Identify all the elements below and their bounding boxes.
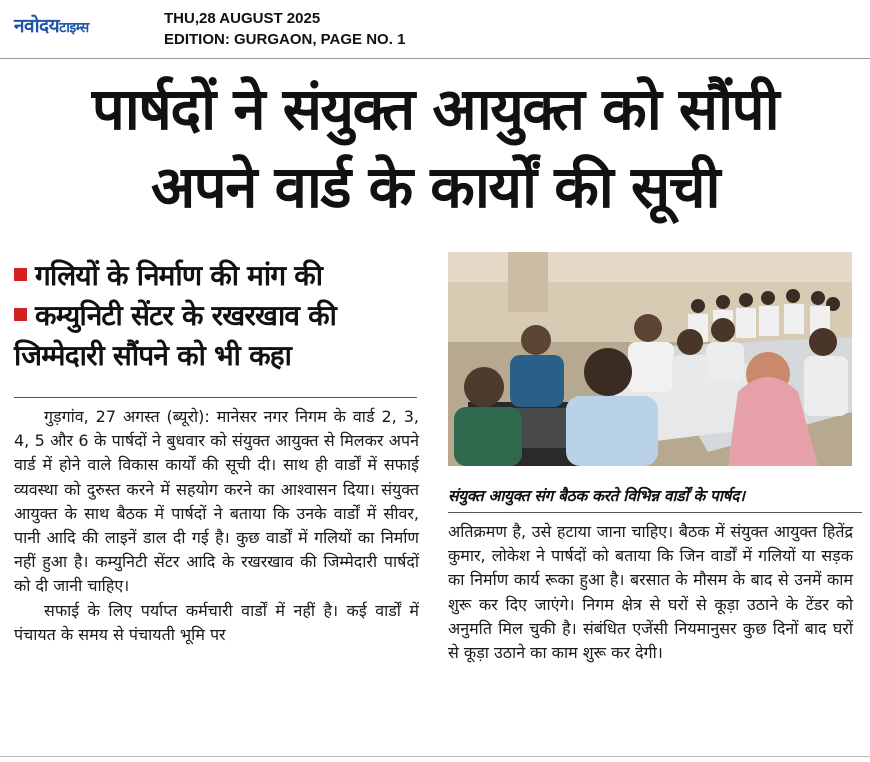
publication-date: THU,28 AUGUST 2025 [164, 10, 321, 27]
headline-line-1: पार्षदों ने संयुक्त आयुक्त को सौंपी [91, 75, 779, 143]
bullets-divider [14, 397, 417, 398]
headline-line-2: अपने वार्ड के कार्यों की सूची [150, 153, 720, 221]
logo-sub-text: टाइम्स [59, 20, 89, 36]
bullet-item [14, 256, 424, 296]
photo-caption: संयुक्त आयुक्त संग बैठक करते विभिन्न वार्डों के पार्षद। [448, 487, 745, 505]
bullet-text: गलियों के निर्माण की मांग की [35, 259, 323, 292]
bullet-item [14, 296, 424, 336]
headline [0, 70, 870, 226]
article-column-left [14, 405, 419, 647]
red-square-bullet-icon [14, 308, 27, 321]
meeting-photo-illustration [448, 252, 852, 466]
bullet-text: जिम्मेदारी सौंपने को भी कहा [14, 339, 292, 372]
page-bottom-divider [0, 756, 870, 757]
masthead-divider [0, 58, 870, 59]
logo-main-text: नवोदय [14, 15, 60, 37]
caption-divider [448, 512, 862, 513]
article-paragraph: सफाई के लिए पर्याप्त कर्मचारी वार्डों में नहीं है। कई वार्डों में पंचायत के समय से पंचायती भूमि पर [14, 600, 419, 644]
masthead [0, 0, 870, 58]
meeting-photo [448, 252, 852, 466]
newspaper-logo [14, 12, 89, 38]
red-square-bullet-icon [14, 268, 27, 281]
article-paragraph: अतिक्रमण है, उसे हटाया जाना चाहिए। बैठक में संयुक्त आयुक्त हितेंद्र कुमार, लोकेश ने पार्षदों को बताया कि जिन वार्डों में गलियों या सड़क का निर्माण कार्य रूका हुआ है। बरसात के मौसम के बाद से उनमें काम शुरू कर दिए जाएंगे। निगम क्षेत्र से घरों से कूड़ा उठाने के टेंडर को अनुमति मिल चुकी है। संबंधित एजेंसी नियमानुसर कुछ दिनों बाद घरों से कूड़ा उठाने का काम शुरू कर देगी। [448, 522, 853, 663]
article-paragraph: गुड़गांव, 27 अगस्त (ब्यूरो): मानेसर नगर निगम के वार्ड 2, 3, 4, 5 और 6 के पार्षदों ने बुधवार को संयुक्त आयुक्त से मिलकर अपने वार्ड में होने वाले विकास कार्यों की सूची दी। साथ ही वार्डों में सफाई व्यवस्था को दुरुस्त करने में सहयोग करने का आश्वासन दिया। संयुक्त आयुक्त के साथ बैठक में पार्षदों ने बताया कि उनके वार्डों में सीवर, पानी आदि की लाइनें डाल दी गई है। कुछ वार्डों में गलियों का निर्माण नहीं हुआ है। कम्युनिटी सेंटर आदि के रखरखाव की जिम्मेदारी पार्षदों को दी जानी चाहिए। [14, 407, 419, 596]
highlight-bullets [14, 256, 424, 376]
bullet-text: कम्युनिटी सेंटर के रखरखाव की [35, 299, 337, 332]
edition-info: EDITION: GURGAON, PAGE NO. 1 [164, 31, 406, 48]
bullet-item-continuation [14, 336, 424, 376]
article-column-right [448, 520, 853, 665]
dateline [164, 8, 405, 50]
